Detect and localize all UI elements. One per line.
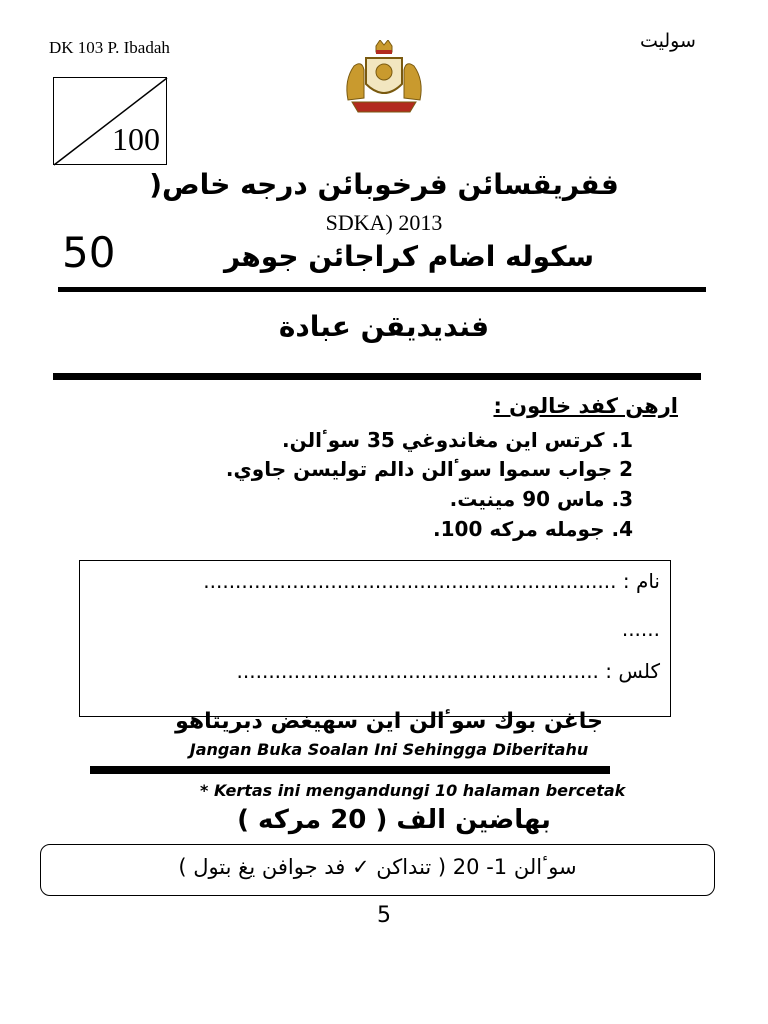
- section-instruction-box: [40, 844, 715, 896]
- score-box: [53, 77, 167, 165]
- exam-code-year: SDKA) 2013: [325, 210, 443, 235]
- instruction-item: 1. كرتس اين مغاندوغي 35 سوٴالن.: [282, 428, 633, 452]
- school-code: DK 103 P. Ibadah: [49, 38, 170, 57]
- divider: [53, 373, 701, 380]
- warning-arabic: جاغن بوك سوٴالن اين سهيغض دبريتاهو: [175, 709, 603, 734]
- warning-malay: Jangan Buka Soalan Ini Sehingga Diberitahu: [189, 740, 589, 759]
- paper-label: سوليت: [640, 30, 696, 52]
- name-field[interactable]: نام : .................................................................: [203, 569, 660, 593]
- divider: [58, 287, 706, 292]
- total-score: 100: [112, 121, 160, 157]
- state-crest-icon: [336, 40, 432, 116]
- page-number: 5: [377, 903, 391, 928]
- instructions-heading: ارهن كفد خالون :: [493, 394, 678, 418]
- page-count-note: * Kertas ini mengandungi 10 halaman bercetak: [200, 781, 626, 800]
- school-name: سكوله اضام كراجائن جوهر: [223, 240, 595, 273]
- section-title: بهاضين الف ( 20 مركه ): [237, 805, 551, 835]
- divider: [90, 766, 610, 774]
- exam-name: ففريقسائن فرخوبائن درجه خاص(: [149, 168, 619, 201]
- name-field-continuation[interactable]: ......: [621, 617, 660, 641]
- class-field[interactable]: كلس : .........................................................: [236, 659, 660, 683]
- section-instruction: سوٴالن 1- 20 ( تنداكن ✓ فد جوافن يغ بتول ): [178, 855, 577, 879]
- student-info-box: [79, 560, 671, 717]
- instruction-item: 3. ماس 90 مينيت.: [449, 487, 633, 511]
- subject-title: فنديديقن عبادة: [278, 310, 490, 343]
- left-number: 50: [62, 228, 116, 277]
- instruction-item: 2 جواب سموا سوٴالن دالم توليسن جاوي.: [225, 457, 633, 481]
- instruction-item: 4. جومله مركه 100.: [433, 517, 633, 541]
